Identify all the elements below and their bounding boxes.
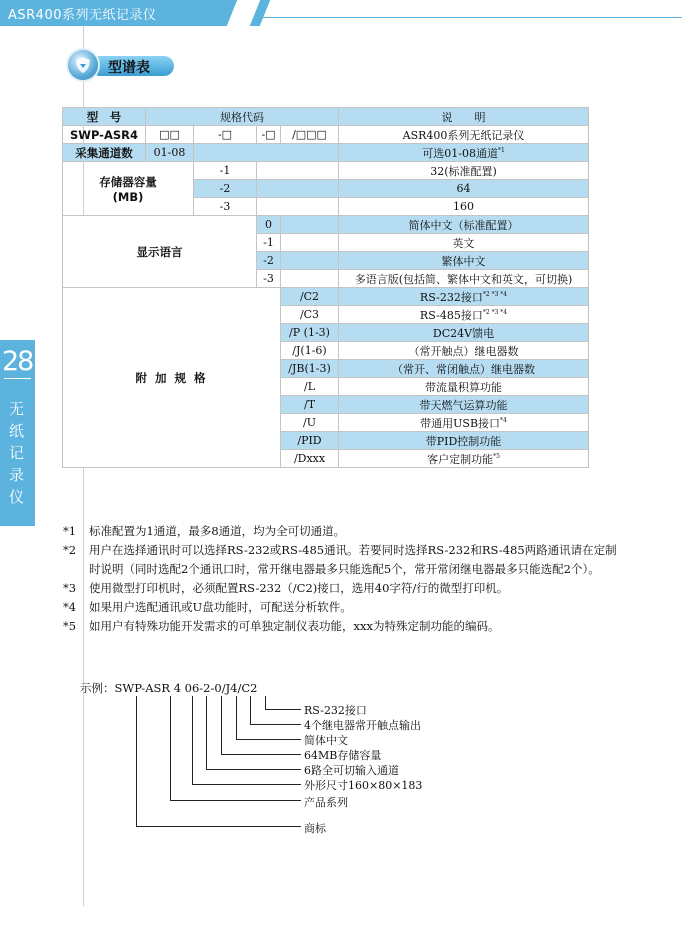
model-label: SWP-ASR4 xyxy=(63,126,146,144)
side-char: 录 xyxy=(9,466,25,484)
empty-cell xyxy=(257,162,339,180)
leader-line xyxy=(250,724,301,725)
language-row xyxy=(63,216,589,234)
leader-line xyxy=(265,709,301,710)
leader-line xyxy=(136,826,301,827)
language-code: 0 xyxy=(257,216,281,234)
memory-desc: 160 xyxy=(339,198,589,216)
header-code: 规格代码 xyxy=(146,108,339,126)
page-number-rule xyxy=(4,378,31,379)
extra-code: /JB(1-3) xyxy=(281,360,339,378)
leader-line xyxy=(170,800,301,801)
language-code: -3 xyxy=(257,270,281,288)
leader-line xyxy=(206,769,301,770)
footnote: *4 如果用户选配通讯或U盘功能时，可配送分析软件。 xyxy=(63,600,352,614)
section-title: 型谱表 xyxy=(108,60,150,76)
language-desc: 多语言版(包括简、繁体中文和英文，可切换) xyxy=(339,270,589,288)
extra-code: /C3 xyxy=(281,306,339,324)
leader-line xyxy=(136,696,137,827)
leader-line xyxy=(221,754,301,755)
leader-line xyxy=(192,784,301,785)
footnote: *3 使用微型打印机时，必须配置RS-232（/C2)接口，选用40字符/行的微型打印机。 xyxy=(63,581,509,595)
model-code: /□□□ xyxy=(281,126,339,144)
side-tab xyxy=(0,340,35,526)
extra-label: 附 加 规 格 xyxy=(63,288,281,468)
leader-line xyxy=(206,696,207,770)
page-header xyxy=(0,0,682,26)
example-diagram xyxy=(80,680,480,850)
extra-desc: RS-485接口$^{*2 *3 *4}$ xyxy=(339,306,589,324)
extra-code: /T xyxy=(281,396,339,414)
side-char: 纸 xyxy=(9,422,25,440)
memory-code: -3 xyxy=(194,198,257,216)
extra-desc: （常开、常闭触点）继电器数 xyxy=(339,360,589,378)
extra-code: /C2 xyxy=(281,288,339,306)
model-code: -□ xyxy=(194,126,257,144)
memory-row xyxy=(63,162,589,180)
header-model: 型 号 xyxy=(63,108,146,126)
extra-code: /PID xyxy=(281,432,339,450)
footnote: *1 标准配置为1通道，最多8通道，均为全可切通道。 xyxy=(63,524,346,538)
example-label: 产品系列 xyxy=(304,796,348,809)
extra-desc: RS-232接口$^{*2 *3 *4}$ xyxy=(339,288,589,306)
model-code: -□ xyxy=(257,126,281,144)
extra-desc: （常开触点）继电器数 xyxy=(339,342,589,360)
example-label: 商标 xyxy=(304,822,326,835)
side-tab-label xyxy=(9,398,27,508)
extra-code: /J(1-6) xyxy=(281,342,339,360)
empty-cell xyxy=(281,216,339,234)
empty-cell xyxy=(257,198,339,216)
memory-code: -1 xyxy=(194,162,257,180)
footnotes xyxy=(63,522,623,636)
leader-line xyxy=(236,696,237,740)
empty-cell xyxy=(194,144,339,162)
header-rule xyxy=(262,17,682,18)
extra-code: /P (1-3) xyxy=(281,324,339,342)
table-header-row xyxy=(63,108,589,126)
memory-label: 存储器容量 (MB) xyxy=(63,162,194,216)
leader-line xyxy=(192,696,193,785)
extra-desc: 带通用USB接口$^{*4}$ xyxy=(339,414,589,432)
extra-desc: 客户定制功能$^{*5}$ xyxy=(339,450,589,468)
channels-label: 采集通道数 xyxy=(63,144,146,162)
extra-code: /L xyxy=(281,378,339,396)
extra-desc: 带天燃气运算功能 xyxy=(339,396,589,414)
model-desc: ASR400系列无纸记录仪 xyxy=(339,126,589,144)
empty-cell xyxy=(281,234,339,252)
section-pill xyxy=(90,56,174,76)
memory-code: -2 xyxy=(194,180,257,198)
side-char: 记 xyxy=(9,444,25,462)
language-desc: 简体中文（标准配置） xyxy=(339,216,589,234)
shield-icon xyxy=(68,50,98,80)
extra-desc: 带流量积算功能 xyxy=(339,378,589,396)
channels-desc: 可选01-08通道$^{*1}$ xyxy=(339,144,589,162)
example-code: 示例：SWP-ASR 4 06-2-0/J4/C2 xyxy=(80,681,258,695)
extra-desc: DC24V馈电 xyxy=(339,324,589,342)
leader-line xyxy=(250,696,251,725)
leader-line xyxy=(221,696,222,755)
example-label: 简体中文 xyxy=(304,734,348,747)
language-label: 显示语言 xyxy=(63,216,257,288)
side-char: 无 xyxy=(9,400,25,418)
extra-code: /Dxxx xyxy=(281,450,339,468)
example-label: 4个继电器常开触点输出 xyxy=(304,719,421,732)
extra-row xyxy=(63,288,589,306)
language-code: -1 xyxy=(257,234,281,252)
footnote: *2 用户在选择通讯时可以选择RS-232或RS-485通讯。若要同时选择RS-232和RS-485两路通讯请在定制时说明（同时选配2个通讯口时，常开继电器最多只能选配5个，常开常闭继电器最多只能选配2个）。 xyxy=(63,543,617,576)
footnote: *5 如用户有特殊功能开发需求的可单独定制仪表功能，xxx为特殊定制功能的编码。 xyxy=(63,619,500,633)
header-title: ASR400系列无纸记录仪 xyxy=(8,8,157,23)
leader-line xyxy=(170,696,171,801)
leader-line xyxy=(265,696,266,710)
example-label: 6路全可切输入通道 xyxy=(304,764,399,777)
example-label: 外形尺寸160×80×183 xyxy=(304,779,423,792)
channels-row xyxy=(63,144,589,162)
example-label: RS-232接口 xyxy=(304,704,367,717)
language-desc: 英文 xyxy=(339,234,589,252)
page-number: 28 xyxy=(2,346,33,377)
empty-cell xyxy=(257,180,339,198)
channels-code: 01-08 xyxy=(146,144,194,162)
extra-desc: 带PID控制功能 xyxy=(339,432,589,450)
extra-code: /U xyxy=(281,414,339,432)
model-code: □□ xyxy=(146,126,194,144)
empty-cell xyxy=(281,270,339,288)
model-row xyxy=(63,126,589,144)
memory-desc: 32(标准配置) xyxy=(339,162,589,180)
language-code: -2 xyxy=(257,252,281,270)
memory-desc: 64 xyxy=(339,180,589,198)
leader-line xyxy=(236,739,301,740)
language-desc: 繁体中文 xyxy=(339,252,589,270)
spec-table xyxy=(62,107,589,468)
side-char: 仪 xyxy=(9,488,25,506)
empty-cell xyxy=(281,252,339,270)
header-desc: 说 明 xyxy=(339,108,589,126)
example-label: 64MB存储容量 xyxy=(304,749,382,762)
